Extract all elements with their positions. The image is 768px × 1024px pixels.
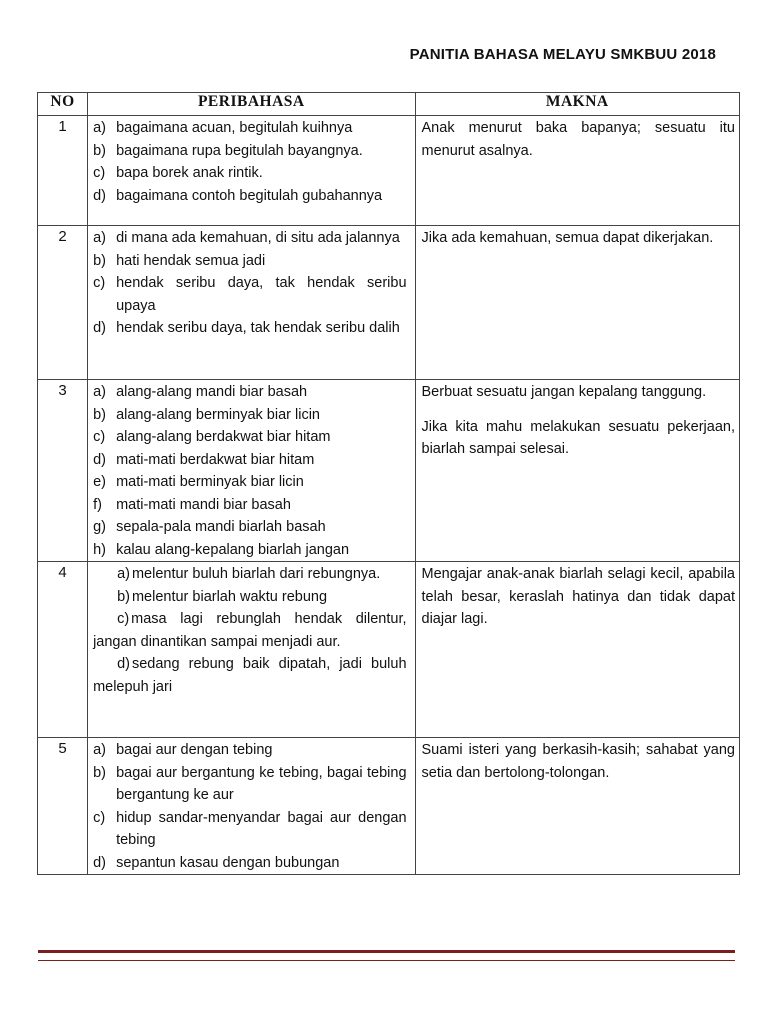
column-header-makna: MAKNA bbox=[415, 93, 739, 116]
row-number: 3 bbox=[38, 380, 88, 562]
peribahasa-item bbox=[93, 852, 406, 875]
item-text: bagai aur dengan tebing bbox=[116, 742, 273, 758]
item-letter: a) bbox=[93, 120, 106, 136]
peribahasa-item bbox=[93, 426, 406, 449]
makna-text: Jika ada kemahuan, semua dapat dikerjakan. bbox=[421, 230, 714, 246]
peribahasa-item bbox=[93, 653, 406, 698]
item-letter: d) bbox=[93, 854, 106, 871]
peribahasa-cell bbox=[88, 380, 415, 562]
peribahasa-item bbox=[93, 449, 406, 472]
item-letter: a) bbox=[93, 230, 106, 246]
item-text: bagaimana contoh begitulah gubahannya bbox=[116, 187, 383, 204]
peribahasa-cell bbox=[88, 738, 415, 875]
peribahasa-item bbox=[93, 250, 406, 273]
item-text: sedang rebung baik dipatah, jadi buluh melepuh jari bbox=[93, 656, 407, 695]
makna-text: Berbuat sesuatu jangan kepalang tanggung. bbox=[421, 384, 707, 400]
item-letter: g) bbox=[93, 519, 106, 535]
item-letter: c) bbox=[93, 809, 106, 826]
item-letter: b) bbox=[93, 252, 106, 269]
column-header-peribahasa: PERIBAHASA bbox=[88, 93, 415, 116]
footer-divider bbox=[38, 950, 735, 961]
item-letter: b) bbox=[93, 764, 106, 781]
column-header-no: NO bbox=[38, 93, 88, 116]
item-letter: b) bbox=[93, 142, 106, 159]
makna-cell bbox=[415, 116, 739, 226]
item-letter: c) bbox=[93, 275, 106, 291]
item-text: bagaimana acuan, begitulah kuihnya bbox=[116, 120, 353, 136]
item-text: hendak seribu daya, tak hendak seribu dalih bbox=[116, 320, 400, 336]
makna-cell bbox=[415, 380, 739, 562]
item-text: alang-alang berminyak biar licin bbox=[116, 406, 320, 423]
peribahasa-cell bbox=[88, 562, 415, 738]
row-number: 1 bbox=[38, 116, 88, 226]
item-text: alang-alang mandi biar basah bbox=[116, 384, 308, 400]
peribahasa-item bbox=[93, 471, 406, 494]
peribahasa-item bbox=[93, 762, 406, 807]
makna-text: Mengajar anak-anak biarlah selagi kecil, apabila telah besar, keraslah hatinya dan tidak dapat diajar lagi. bbox=[421, 566, 735, 627]
item-letter: d) bbox=[93, 187, 106, 204]
makna-text: Jika kita mahu melakukan sesuatu pekerjaan, biarlah sampai selesai. bbox=[421, 418, 735, 457]
item-text: bagai aur bergantung ke tebing, bagai tebing bergantung ke aur bbox=[116, 764, 407, 803]
peribahasa-item bbox=[93, 807, 406, 852]
peribahasa-item bbox=[93, 563, 406, 586]
peribahasa-item bbox=[93, 162, 406, 185]
item-letter: a) bbox=[93, 742, 106, 758]
peribahasa-item bbox=[93, 381, 406, 404]
peribahasa-item bbox=[93, 608, 406, 653]
item-letter: c) bbox=[93, 165, 106, 181]
item-text: bapa borek anak rintik. bbox=[116, 165, 263, 181]
makna-cell bbox=[415, 226, 739, 380]
item-letter: h) bbox=[93, 541, 106, 558]
makna-cell bbox=[415, 562, 739, 738]
table-row bbox=[38, 562, 740, 738]
item-text: masa lagi rebunglah hendak dilentur, jangan dinantikan sampai menjadi aur. bbox=[93, 611, 407, 650]
row-number: 4 bbox=[38, 562, 88, 738]
item-text: melentur buluh biarlah dari rebungnya. bbox=[131, 566, 381, 582]
item-letter: e) bbox=[93, 474, 106, 490]
peribahasa-item bbox=[93, 317, 406, 340]
peribahasa-item bbox=[93, 739, 406, 762]
peribahasa-item bbox=[93, 117, 406, 140]
item-text: mati-mati berdakwat biar hitam bbox=[116, 451, 315, 468]
item-letter: d) bbox=[93, 320, 106, 336]
item-letter: c) bbox=[117, 611, 130, 627]
item-text: kalau alang-kepalang biarlah jangan bbox=[116, 541, 350, 558]
peribahasa-cell bbox=[88, 116, 415, 226]
peribahasa-cell bbox=[88, 226, 415, 380]
page-header-title: PANITIA BAHASA MELAYU SMKBUU 2018 bbox=[409, 46, 716, 63]
peribahasa-item bbox=[93, 227, 406, 250]
item-text: hidup sandar-menyandar bagai aur dengan tebing bbox=[116, 809, 407, 848]
item-letter: a) bbox=[93, 384, 106, 400]
peribahasa-item bbox=[93, 539, 406, 562]
item-text: sepala-pala mandi biarlah basah bbox=[116, 519, 326, 535]
peribahasa-item bbox=[93, 272, 406, 317]
item-letter: a) bbox=[117, 566, 130, 582]
peribahasa-item bbox=[93, 404, 406, 427]
item-letter: d) bbox=[93, 451, 106, 468]
makna-text: Anak menurut baka bapanya; sesuatu itu menurut asalnya. bbox=[421, 120, 735, 159]
table-row bbox=[38, 380, 740, 562]
item-letter: c) bbox=[93, 429, 106, 445]
item-text: bagaimana rupa begitulah bayangnya. bbox=[116, 142, 363, 159]
makna-text: Suami isteri yang berkasih-kasih; sahabat yang setia dan bertolong-tolongan. bbox=[421, 742, 735, 781]
item-text: alang-alang berdakwat biar hitam bbox=[116, 429, 331, 445]
peribahasa-item bbox=[93, 494, 406, 517]
item-text: di mana ada kemahuan, di situ ada jalannya bbox=[116, 230, 400, 246]
item-text: hendak seribu daya, tak hendak seribu upaya bbox=[116, 275, 407, 314]
item-letter: f) bbox=[93, 496, 102, 513]
table-header-row bbox=[38, 93, 740, 116]
peribahasa-item bbox=[93, 586, 406, 609]
item-letter: b) bbox=[117, 588, 130, 605]
table-row bbox=[38, 226, 740, 380]
peribahasa-item bbox=[93, 516, 406, 539]
peribahasa-table bbox=[37, 92, 740, 875]
item-text: sepantun kasau dengan bubungan bbox=[116, 854, 340, 871]
row-number: 5 bbox=[38, 738, 88, 875]
peribahasa-item bbox=[93, 185, 406, 208]
item-text: mati-mati berminyak biar licin bbox=[116, 474, 304, 490]
table-row bbox=[38, 116, 740, 226]
item-text: melentur biarlah waktu rebung bbox=[131, 588, 328, 605]
makna-cell bbox=[415, 738, 739, 875]
item-text: hati hendak semua jadi bbox=[116, 252, 266, 269]
row-number: 2 bbox=[38, 226, 88, 380]
item-text: mati-mati mandi biar basah bbox=[116, 496, 291, 513]
table-row bbox=[38, 738, 740, 875]
item-letter: d) bbox=[117, 656, 130, 672]
item-letter: b) bbox=[93, 406, 106, 423]
peribahasa-item bbox=[93, 140, 406, 163]
